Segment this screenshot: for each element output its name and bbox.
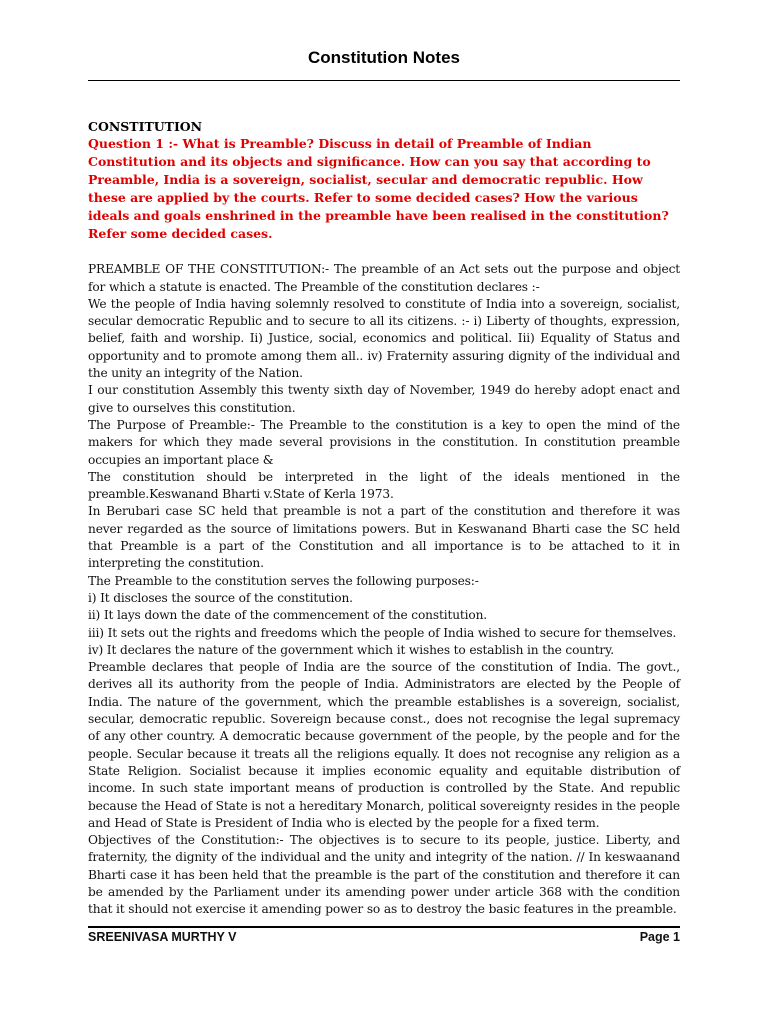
paragraph-purposes-intro: The Preamble to the constitution serves the following purposes:- (88, 573, 479, 588)
document-body (88, 118, 680, 919)
paragraph-preamble-intro: PREAMBLE OF THE CONSTITUTION:- The preamble of an Act sets out the purpose and object for which a statute is enacted. The Preamble of the constitution declares :- (88, 262, 680, 294)
list-item-purpose-4: iv) It declares the nature of the government which it wishes to establish in the country. (88, 642, 614, 657)
list-item-purpose-1: i) It discloses the source of the constitution. (88, 590, 353, 605)
page-header-title: Constitution Notes (307, 48, 461, 67)
footer-divider (88, 926, 680, 928)
paragraph-interpretation: The constitution should be interpreted in the light of the ideals mentioned in the preamble.Keswanand Bharti v.State of Kerla 1973. (88, 469, 680, 502)
list-item-purpose-2: ii) It lays down the date of the commencement of the constitution. (88, 608, 488, 623)
question-text: Question 1 :- What is Preamble? Discuss in detail of Preamble of Indian Constitution and its objects and significance. How can you say that according to Preamble, India is a sovereign, socialist, secular and democratic republic. How these are applied by the courts. Refer to some decided cases? How the various ideals and goals enshrined in the preamble have been realised in the constitution? Refer some decided cases. (88, 136, 669, 242)
footer-page-number: Page 1 (639, 930, 680, 944)
paragraph-berubari-case: In Berubari case SC held that preamble is not a part of the constitution and therefore it was never regarded as the source of limitations powers. But in Keswanand Bharti case the SC held that Preamble is a part of the Constitution and all importance is to be attached to it in interpreting the constitution. (88, 504, 680, 571)
paragraph-adoption: I our constitution Assembly this twenty sixth day of November, 1949 do hereby adopt enact and give to ourselves this constitution. (88, 383, 680, 415)
paragraph-we-the-people: We the people of India having solemnly resolved to constitute of India into a sovereign, socialist, secular democratic Republic and to secure to all its citizens. :- i) Liberty of thoughts, expression, belief, faith and worship. Ii) Justice, social, economics and political. Iii) Equality of Status and opportunity and to promote among them all.. iv) Fraternity assuring dignity of the individual and the unity an integrity of the Nation. (88, 296, 680, 381)
page-footer (88, 930, 680, 944)
paragraph-source-of-constitution: Preamble declares that people of India are the source of the constitution of India. The govt., derives all its authority from the people of India. Administrators are elected by the People of India. The nature of the government, which the preamble establishes is a sovereign, socialist, secular, democratic republic. Sovereign because const., does not recognise the legal supremacy of any other country. A democratic because government of the people, by the people and for the people. Secular because it treats all the religions equally. It does not recognise any religion as a State Religion. Socialist because it implies economic equality and equitable distribution of income. In such state important means of production is controlled by the State. And republic because the Head of State is not a hereditary Monarch, political sovereignty resides in the people and Head of State is President of India who is elected by the people for a fixed term. (88, 660, 680, 830)
section-title: CONSTITUTION (88, 119, 203, 134)
list-item-purpose-3: iii) It sets out the rights and freedoms which the people of India wished to secure for themselves. (88, 625, 677, 640)
paragraph-purpose: The Purpose of Preamble:- The Preamble to the constitution is a key to open the mind of the makers for which they made several provisions in the constitution. In constitution preamble occupies an important place & (88, 417, 680, 467)
footer-author: SREENIVASA MURTHY V (88, 930, 237, 944)
paragraph-objectives: Objectives of the Constitution:- The objectives is to secure to its people, justice. Liberty, and fraternity, the dignity of the individual and the unity and integrity of the nation. // In keswaanand Bharti case it has been held that the preamble is the part of the constitution and therefore it can be amended by the Parliament under its amending power under article 368 with the condition that it should not exercise it amending power so as to destroy the basic features in the preamble. (88, 833, 680, 917)
header-divider (88, 80, 680, 81)
